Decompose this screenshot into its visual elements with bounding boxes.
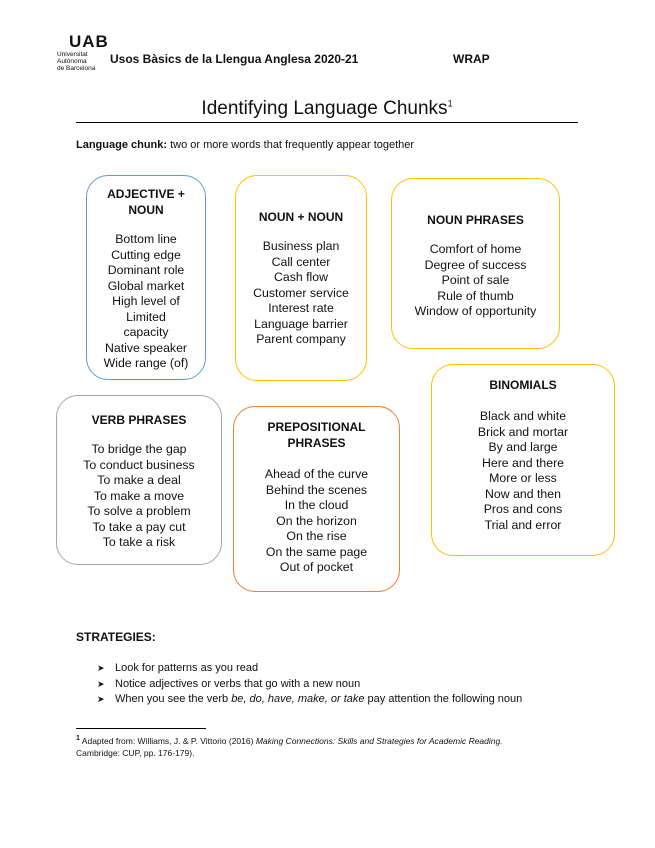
chunk-list: [236, 239, 366, 348]
list-item: Degree of success: [424, 257, 527, 272]
list-item: Customer service: [253, 285, 349, 300]
list-item: Native speaker: [104, 340, 188, 355]
list-item: In the cloud: [284, 498, 349, 512]
footnote-ref: 1: [447, 98, 453, 109]
list-item: Point of sale: [441, 273, 510, 287]
box-adjective-noun: [86, 175, 206, 380]
list-item: [97, 692, 522, 708]
box-verb-phrases: [56, 395, 222, 565]
list-item: On the horizon: [276, 513, 357, 528]
list-item: High level of: [112, 294, 180, 308]
uab-logo: [57, 33, 117, 72]
box-title: BINOMIALS: [489, 378, 557, 392]
strategy-verbs: be, do, have, make, or take: [231, 693, 365, 705]
footnote-text: Adapted from: Williams, J. & P. Vittorio (2016): [79, 735, 256, 746]
list-item: To take a risk: [102, 535, 176, 549]
list-item: Ahead of the curve: [264, 467, 369, 481]
box-title: NOUN + NOUN: [258, 210, 344, 224]
box-noun-phrases: [391, 178, 560, 349]
list-item: On the rise: [286, 529, 347, 543]
chunk-list: [57, 442, 221, 551]
box-title: VERB PHRASES: [91, 413, 187, 427]
list-item: Comfort of home: [429, 242, 522, 256]
list-item: To conduct business: [83, 457, 195, 472]
list-item: Black and white: [479, 409, 567, 423]
list-item: Call center: [271, 254, 331, 269]
list-item: Out of pocket: [279, 560, 354, 574]
page-title: [76, 98, 578, 120]
definition: [76, 139, 414, 151]
box-prepositional-phrases: [233, 406, 400, 592]
logo-subtitle-line2: de Barcelona: [57, 65, 96, 72]
list-item: To make a deal: [97, 473, 181, 487]
list-item: Brick and mortar: [477, 424, 569, 439]
strategy-text-pre: When you see the verb: [115, 693, 232, 705]
definition-text: two or more words that frequently appear together: [167, 139, 415, 151]
arrow-bullet-icon: ➤: [97, 694, 105, 704]
list-item: Here and there: [481, 455, 565, 470]
strategies-list: [97, 661, 522, 708]
list-item: Interest rate: [268, 301, 334, 315]
list-item: To solve a problem: [87, 504, 191, 518]
strategy-text: [115, 692, 522, 708]
title-divider: [76, 122, 578, 123]
list-item: By and large: [488, 440, 558, 454]
list-item: Cash flow: [274, 270, 328, 284]
strategy-text: Look for patterns as you read: [115, 662, 259, 674]
list-item: On the same page: [265, 544, 368, 559]
box-title-line2: PHRASES: [287, 436, 346, 450]
definition-term: Language chunk:: [76, 139, 168, 151]
arrow-bullet-icon: ➤: [97, 678, 105, 689]
list-item: Wide range (of): [103, 356, 189, 370]
list-item: More or less: [489, 471, 557, 485]
list-item: Now and then: [485, 486, 561, 501]
strategy-text: Notice adjectives or verbs that go with a new noun: [115, 677, 361, 690]
list-item: Rule of thumb: [437, 288, 514, 303]
box-noun-noun: [235, 175, 367, 381]
list-item: Behind the scenes: [265, 482, 368, 497]
list-item: Cutting edge: [111, 247, 181, 262]
list-item: Bottom line: [115, 232, 177, 246]
list-item: [97, 677, 522, 693]
chunk-list: [392, 242, 559, 320]
list-item: [97, 661, 522, 677]
chunk-list: [432, 409, 614, 533]
footnote: [76, 733, 576, 759]
list-item: Limited: [126, 309, 166, 324]
logo-subtitle-line1: Universitat Autònoma: [57, 51, 88, 65]
chunk-list: [87, 232, 205, 372]
box-title: NOUN PHRASES: [427, 213, 524, 227]
footnote-book-title: Making Connections: Skills and Strategies for Academic Reading.: [255, 735, 503, 746]
footnote-number: 1: [76, 735, 80, 742]
list-item: To bridge the gap: [91, 442, 187, 456]
list-item: To take a pay cut: [92, 519, 186, 534]
page-title-text: Identifying Language Chunks: [201, 98, 448, 119]
strategy-text-post: pay attention the following noun: [364, 693, 523, 705]
footnote-divider: [76, 728, 206, 729]
box-binomials: [431, 364, 615, 556]
list-item: Pros and cons: [483, 502, 563, 516]
box-title-line2: NOUN: [128, 203, 164, 217]
box-title-line1: PREPOSITIONAL: [267, 420, 366, 434]
section-label: WRAP: [453, 52, 490, 66]
list-item: Window of opportunity: [414, 304, 537, 318]
course-title: Usos Bàsics de la Llengua Anglesa 2020-21: [110, 52, 359, 66]
list-item: Business plan: [262, 239, 340, 253]
footnote-text-2: Cambridge: CUP, pp. 176-179).: [76, 747, 195, 758]
box-title-line1: ADJECTIVE +: [107, 187, 185, 201]
list-item: Language barrier: [254, 316, 348, 331]
list-item: Global market: [107, 278, 185, 293]
arrow-bullet-icon: ➤: [97, 663, 105, 673]
chunk-list: [234, 467, 399, 576]
logo-mark: UAB: [69, 32, 109, 51]
list-item: capacity: [123, 325, 169, 339]
list-item: Parent company: [256, 332, 346, 346]
strategies-heading: STRATEGIES:: [76, 630, 156, 644]
list-item: Trial and error: [484, 517, 562, 532]
list-item: To make a move: [93, 488, 185, 503]
list-item: Dominant role: [107, 263, 185, 277]
